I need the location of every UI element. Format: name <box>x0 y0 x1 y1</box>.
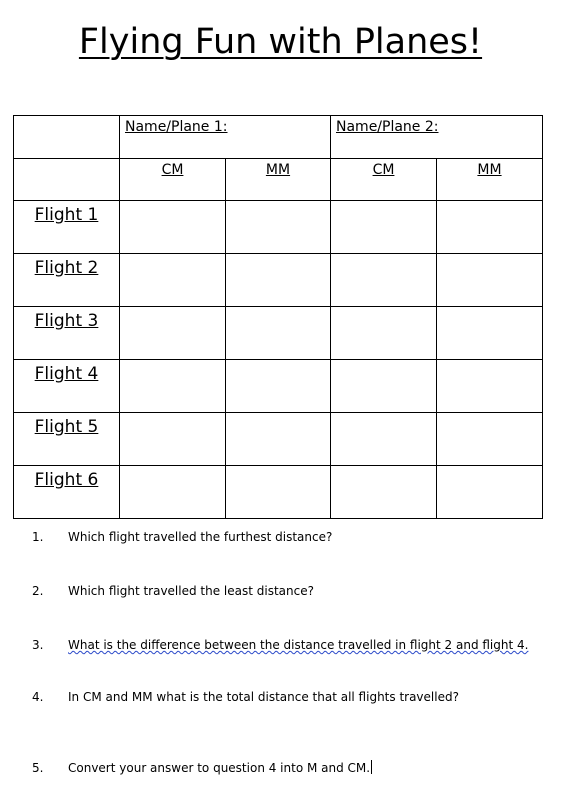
plane-1-cm-cell[interactable] <box>120 413 226 466</box>
question-text: In CM and MM what is the total distance that all flights travelled? <box>68 690 459 704</box>
plane-1-mm-cell[interactable] <box>226 466 331 519</box>
flight-label: Flight 6 <box>14 466 120 519</box>
question-number: 2. <box>32 584 44 598</box>
table-row <box>14 307 543 360</box>
plane-2-mm-cell[interactable] <box>437 466 543 519</box>
plane-2-cm-header: CM <box>331 159 437 201</box>
plane-1-cm-cell[interactable] <box>120 201 226 254</box>
question-text: Convert your answer to question 4 into M and CM. <box>68 761 371 775</box>
question-number: 3. <box>32 638 44 652</box>
plane-1-cm-cell[interactable] <box>120 360 226 413</box>
text-cursor <box>371 760 372 774</box>
question-text: Which flight travelled the least distance? <box>68 584 314 598</box>
plane-2-cm-cell[interactable] <box>331 254 437 307</box>
plane-2-cm-cell[interactable] <box>331 413 437 466</box>
plane-1-mm-cell[interactable] <box>226 201 331 254</box>
plane-2-cm-cell[interactable] <box>331 201 437 254</box>
table-row <box>14 201 543 254</box>
empty-corner-cell <box>14 116 120 159</box>
plane-1-mm-cell[interactable] <box>226 254 331 307</box>
plane-2-mm-cell[interactable] <box>437 254 543 307</box>
plane-1-cm-header: CM <box>120 159 226 201</box>
flight-results-table <box>13 115 543 519</box>
table-row <box>14 360 543 413</box>
plane-1-cm-cell[interactable] <box>120 307 226 360</box>
plane-1-mm-cell[interactable] <box>226 307 331 360</box>
plane-2-mm-cell[interactable] <box>437 201 543 254</box>
table-row <box>14 254 543 307</box>
plane-1-cm-cell[interactable] <box>120 466 226 519</box>
flight-label: Flight 5 <box>14 413 120 466</box>
plane-2-cm-cell[interactable] <box>331 466 437 519</box>
plane-2-mm-cell[interactable] <box>437 307 543 360</box>
plane-2-mm-cell[interactable] <box>437 413 543 466</box>
empty-corner-cell <box>14 159 120 201</box>
question-number: 4. <box>32 690 44 704</box>
plane-1-mm-cell[interactable] <box>226 360 331 413</box>
plane-2-header[interactable]: Name/Plane 2: <box>331 116 543 159</box>
question-number: 5. <box>32 761 44 775</box>
plane-2-mm-header: MM <box>437 159 543 201</box>
plane-1-mm-cell[interactable] <box>226 413 331 466</box>
question-number: 1. <box>32 530 44 544</box>
flight-label: Flight 4 <box>14 360 120 413</box>
question-text-wrapper <box>68 760 372 776</box>
question-text: What is the difference between the distance travelled in flight 2 and flight 4. <box>68 638 529 652</box>
plane-2-cm-cell[interactable] <box>331 360 437 413</box>
plane-2-mm-cell[interactable] <box>437 360 543 413</box>
table-header-row <box>14 116 543 159</box>
page-title: Flying Fun with Planes! <box>78 22 483 62</box>
flight-label: Flight 2 <box>14 254 120 307</box>
flight-label: Flight 1 <box>14 201 120 254</box>
flight-label: Flight 3 <box>14 307 120 360</box>
plane-2-cm-cell[interactable] <box>331 307 437 360</box>
table-row <box>14 413 543 466</box>
plane-1-cm-cell[interactable] <box>120 254 226 307</box>
question-text: Which flight travelled the furthest distance? <box>68 530 333 544</box>
plane-1-mm-header: MM <box>226 159 331 201</box>
table-row <box>14 466 543 519</box>
plane-1-header[interactable]: Name/Plane 1: <box>120 116 331 159</box>
table-units-row <box>14 159 543 201</box>
